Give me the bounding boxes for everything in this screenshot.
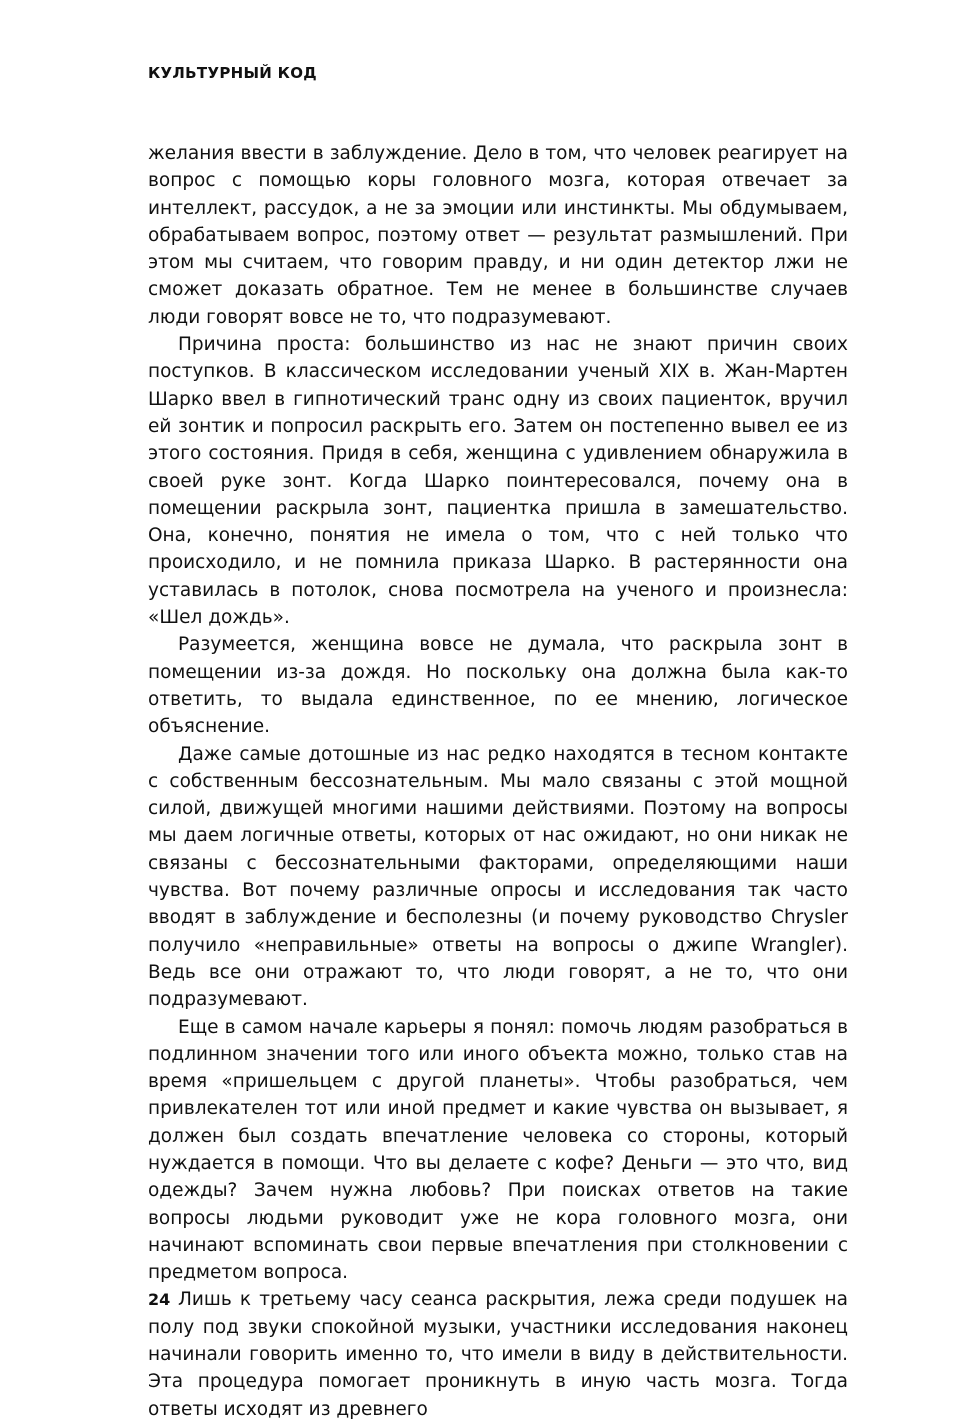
paragraph: Даже самые дотошные из нас редко находятся в тесном контакте с собственным бессознательным. Мы мало связаны с этой мощной силой, движущей многими нашими действиями. Поэтому на вопросы мы даем логичные ответы, которых от нас ожидают, но они никак не связаны с бессознательными факторами, определяющими наши чувства. Вот почему различные опросы и исследования так часто вводят в заблуждение и бесполезны (и почему руководство Chrysler получило «неправильные» ответы на вопросы о джипе Wrangler). Ведь все они отражают то, что люди говорят, а не то, что они подразумевают.: [148, 743, 848, 1011]
paragraph: Лишь к третьему часу сеанса раскрытия, лежа среди подушек на полу под звуки спокойной музыки, участники исследования наконец начинали говорить именно то, что имели в виду в действительности. Эта процедура помогает проникнуть в иную часть мозга. Тогда ответы исходят из древнего: [148, 1289, 848, 1420]
page-number: 24: [148, 1290, 171, 1309]
paragraph: Еще в самом начале карьеры я понял: помочь людям разобраться в подлинном значении того или иного объекта можно, только став на время «пришельцем с другой планеты». Чтобы разобраться, чем привлекателен тот или иной предмет и какие чувства он вызывает, я должен был создать впечатление человека со стороны, который нуждается в помощи. Что вы делаете с кофе? Деньги — это что, вид одежды? Зачем нужна любовь? При поисках ответов на такие вопросы людьми руководит уже не кора головного мозга, они начинают вспоминать свои первые впечатления при столкновении с предметом вопроса.: [148, 1016, 848, 1284]
paragraph: Разумеется, женщина вовсе не думала, что раскрыла зонт в помещении из-за дождя. Но поскольку она должна была как-то ответить, то выдала единственное, по ее мнению, логическое объяснение.: [148, 634, 848, 738]
running-head: КУЛЬТУРНЫЙ КОД: [148, 64, 317, 82]
paragraph: Причина проста: большинство из нас не знают причин своих поступков. В классическом исследовании ученый XIX в. Жан-Мартен Шарко ввел в гипнотический транс одну из своих пациенток, вручил ей зонтик и попросил раскрыть его. Затем он постепенно вывел ее из этого состояния. Придя в себя, женщина с удивлением обнаружила в своей руке зонт. Когда Шарко поинтересовался, почему она в помещении раскрыла зонт, пациентка пришла в замешательство. Она, конечно, понятия не имела о том, что с ней только что происходило, и не помнила приказа Шарко. В растерянности она уставилась в потолок, снова посмотрела на ученого и произнесла: «Шел дождь».: [148, 334, 848, 629]
paragraph: желания ввести в заблуждение. Дело в том, что человек реагирует на вопрос с помощью коры головного мозга, которая отвечает за интеллект, рассудок, а не за эмоции или инстинкты. Мы обдумываем, обрабатываем вопрос, поэтому ответ — результат размышлений. При этом мы считаем, что говорим правду, и ни один детектор лжи не сможет доказать обратное. Тем не менее в большинстве случаев люди говорят вовсе не то, что подразумевают.: [148, 143, 848, 328]
body-text: [148, 140, 848, 1423]
